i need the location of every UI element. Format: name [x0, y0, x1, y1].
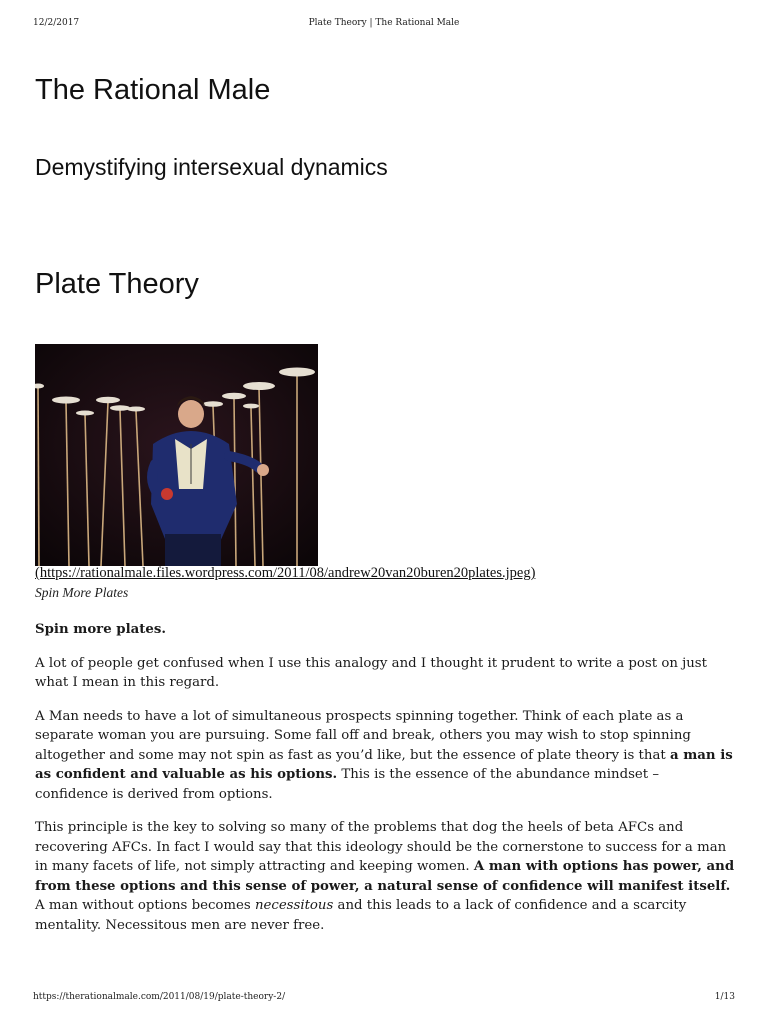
site-tagline: Demystifying intersexual dynamics — [35, 154, 388, 180]
post-body — [35, 620, 735, 949]
post-title: Plate Theory — [35, 268, 199, 300]
print-header — [0, 18, 768, 32]
print-footer — [0, 992, 768, 1006]
paragraph-1 — [35, 620, 735, 640]
print-date: 12/2/2017 — [33, 18, 80, 28]
print-page-title: Plate Theory | The Rational Male — [308, 18, 460, 28]
print-url: https://therationalmale.com/2011/08/19/plate-theory-2/ — [33, 992, 286, 1002]
site-title[interactable]: The Rational Male — [35, 74, 271, 106]
paragraph-3: A Man needs to have a lot of simultaneous prospects spinning together. Think of each plate as a separate woman you are pursuing. Some fall off and break, others you may wish to stop spinning altogether and some may not spin as fast as you’d like, but the essence of plate theory is that a man is as confident and valuable as his options. This is the essence of the abundance mindset – confidence is derived from options. — [35, 708, 733, 802]
image-caption: Spin More Plates — [35, 585, 129, 600]
print-page-number: 1/13 — [714, 992, 735, 1002]
paragraph-2: A lot of people get confused when I use this analogy and I thought it prudent to write a post on just what I mean in this regard. — [35, 655, 707, 690]
image-source-link[interactable]: (https://rationalmale.files.wordpress.com/2011/08/andrew20van20buren20plates.jpeg) — [35, 565, 536, 581]
plate-spinner-photo — [35, 344, 318, 566]
paragraph-4: This principle is the key to solving so many of the problems that dog the heels of beta AFCs and recovering AFCs. In fact I would say that this ideology should be the cornerstone to success for a man in many facets of life, not simply attracting and keeping women. A man with options has power, and from these options and this sense of power, a natural sense of confidence will manifest itself. A man without options becomes necessitous and this leads to a lack of confidence and a scarcity mentality. Necessitous men are never free. — [35, 820, 735, 933]
post-image[interactable] — [35, 344, 318, 566]
lead-sentence: Spin more plates. — [35, 622, 166, 637]
